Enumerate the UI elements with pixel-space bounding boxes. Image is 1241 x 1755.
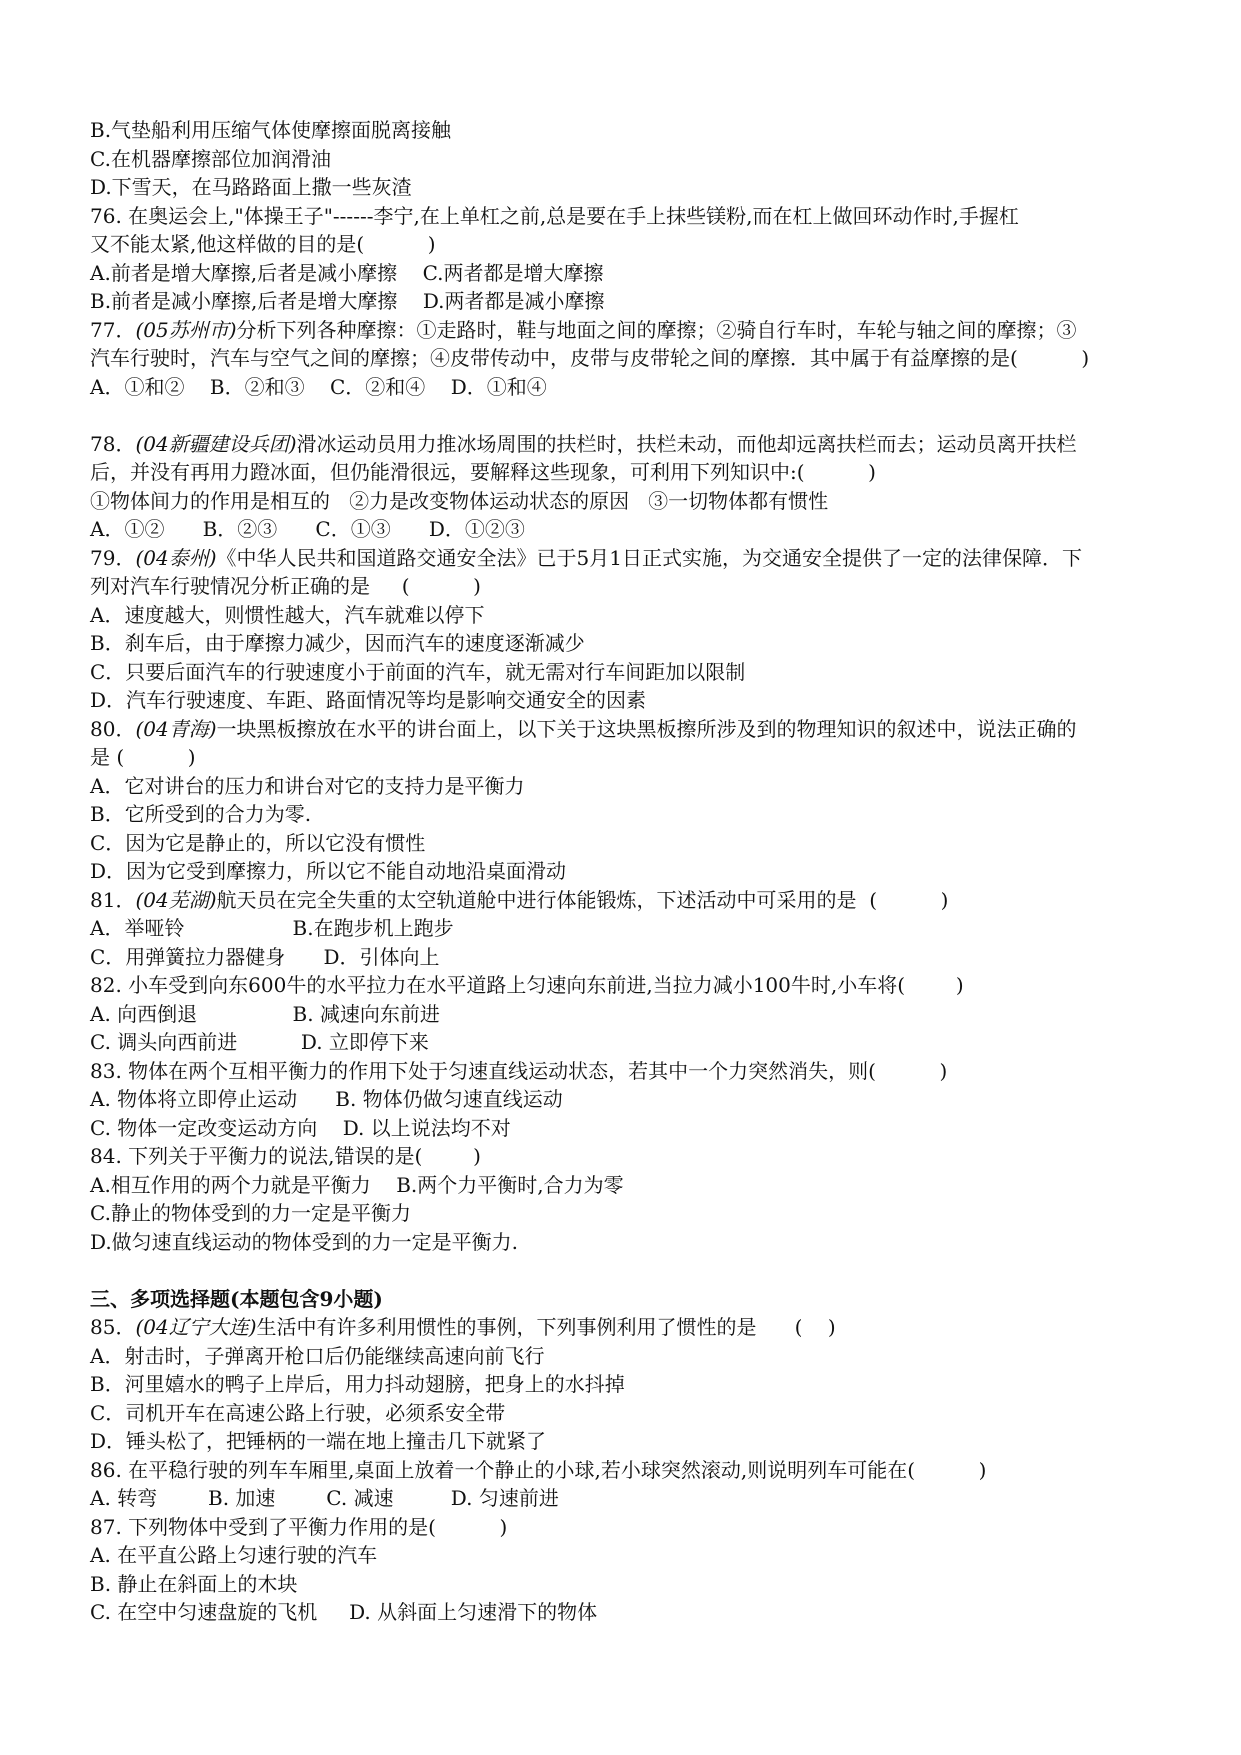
text-line xyxy=(90,1513,1185,1542)
line-text: C．只要后面汽车的行驶速度小于前面的汽车，就无需对行车间距加以限制 xyxy=(90,659,746,684)
line-text: 一块黑板擦放在水平的讲台面上，以下关于这块黑板擦所涉及到的物理知识的叙述中，说法正确的 xyxy=(216,716,1077,741)
line-text: B.气垫船利用压缩气体使摩擦面脱离接触 xyxy=(90,118,452,142)
line-text: 分析下列各种摩擦：①走路时，鞋与地面之间的摩擦；②骑自行车时，车轮与轴之间的摩擦；③ xyxy=(236,317,1077,342)
line-text: D.下雪天，在马路路面上撒一些灰渣 xyxy=(90,175,412,199)
line-text: A．举哑铃 B.在跑步机上跑步 xyxy=(90,916,454,940)
line-text: 滑冰运动员用力推冰场周围的扶栏时，扶栏未动，而他却远离扶栏而去；运动员离开扶栏 xyxy=(296,431,1077,456)
line-text: 87. 下列物体中受到了平衡力作用的是( ) xyxy=(90,1514,508,1539)
line-text: 76. 在奥运会上,"体操王子"------李宁,在上单杠之前,总是要在手上抹些镁粉,而在杠上做回环动作时,手握杠 xyxy=(90,203,1019,228)
line-text: A．①和② B．②和③ C．②和④ D．①和④ xyxy=(90,374,547,399)
text-line xyxy=(90,1342,1185,1371)
line-text: D．锤头松了，把锤柄的一端在地上撞击几下就紧了 xyxy=(90,1429,547,1453)
question-source: (04青海) xyxy=(135,716,217,741)
line-text: A.相互作用的两个力就是平衡力 B.两个力平衡时,合力为零 xyxy=(90,1172,624,1197)
line-text: B．它所受到的合力为零. xyxy=(90,802,312,826)
text-line xyxy=(90,230,1185,259)
text-line xyxy=(90,658,1185,687)
line-text: C.静止的物体受到的力一定是平衡力 xyxy=(90,1201,411,1225)
question-number: 79． xyxy=(90,545,136,570)
question-source: (04芜湖) xyxy=(135,887,217,912)
text-line xyxy=(90,344,1185,373)
line-text: 汽车行驶时，汽车与空气之间的摩擦；④皮带传动中，皮带与皮带轮之间的摩擦．其中属于有益摩擦的是( ) xyxy=(90,346,1090,370)
text-line xyxy=(90,544,1185,573)
question-number: 81． xyxy=(90,887,136,912)
text-line xyxy=(90,715,1185,744)
line-text: C．因为它是静止的，所以它没有惯性 xyxy=(90,830,426,855)
text-line xyxy=(90,1598,1185,1627)
text-line xyxy=(90,1028,1185,1057)
line-text: 航天员在完全失重的太空轨道舱中进行体能锻炼，下述活动中可采用的是 ( ) xyxy=(216,887,949,912)
text-line xyxy=(90,914,1185,943)
text-line xyxy=(90,1313,1185,1342)
line-text: D．因为它受到摩擦力，所以它不能自动地沿桌面滑动 xyxy=(90,859,567,883)
question-source: (04泰州) xyxy=(135,545,217,570)
line-text: A．它对讲台的压力和讲台对它的支持力是平衡力 xyxy=(90,773,525,798)
text-line xyxy=(90,1484,1185,1513)
line-text: 生活中有许多利用惯性的事例，下列事例利用了惯性的是 ( ) xyxy=(256,1315,836,1339)
line-text: A.前者是增大摩擦,后者是减小摩擦 C.两者都是增大摩擦 xyxy=(90,260,604,285)
question-source: (04新疆建设兵团) xyxy=(135,431,297,456)
line-text: 84. 下列关于平衡力的说法,错误的是( ) xyxy=(90,1144,481,1168)
line-text: 《中华人民共和国道路交通安全法》已于5月1日正式实施，为交通安全提供了一定的法律保障．下 xyxy=(216,545,1082,570)
section-heading xyxy=(90,1285,1185,1314)
text-line xyxy=(90,743,1185,772)
line-text: C.在机器摩擦部位加润滑油 xyxy=(90,146,331,171)
text-line xyxy=(90,1370,1185,1399)
text-line xyxy=(90,173,1185,202)
line-text: A．射击时，子弹离开枪口后仍能继续高速向前飞行 xyxy=(90,1343,545,1368)
line-text: C. 调头向西前进 D. 立即停下来 xyxy=(90,1030,429,1054)
text-line xyxy=(90,316,1185,345)
text-line xyxy=(90,1171,1185,1200)
text-line xyxy=(90,1199,1185,1228)
line-text: A. 在平直公路上匀速行驶的汽车 xyxy=(90,1543,378,1567)
line-text: 是 ( ) xyxy=(90,745,196,769)
text-line xyxy=(90,287,1185,316)
line-text: D.做匀速直线运动的物体受到的力一定是平衡力. xyxy=(90,1229,519,1254)
text-line xyxy=(90,1085,1185,1114)
text-line xyxy=(90,458,1185,487)
line-text: 后，并没有再用力蹬冰面，但仍能滑很远，要解释这些现象，可利用下列知识中:( ) xyxy=(90,460,876,484)
line-text: A．速度越大，则惯性越大，汽车就难以停下 xyxy=(90,602,485,627)
text-line xyxy=(90,515,1185,544)
text-line xyxy=(90,1228,1185,1257)
line-text: A. 向西倒退 B. 减速向东前进 xyxy=(90,1001,440,1026)
line-text: B. 静止在斜面上的木块 xyxy=(90,1571,298,1596)
line-text: A. 物体将立即停止运动 B. 物体仍做匀速直线运动 xyxy=(90,1087,563,1111)
line-text: B.前者是减小摩擦,后者是增大摩擦 D.两者都是减小摩擦 xyxy=(90,289,605,313)
text-line xyxy=(90,857,1185,886)
text-line xyxy=(90,601,1185,630)
question-source: (04辽宁大连) xyxy=(135,1315,257,1339)
text-line xyxy=(90,145,1185,174)
text-line xyxy=(90,1142,1185,1171)
text-line xyxy=(90,1000,1185,1029)
line-text: 三、多项选择题(本题包含9小题) xyxy=(90,1286,383,1311)
text-line xyxy=(90,572,1185,601)
line-text: C. 物体一定改变运动方向 D. 以上说法均不对 xyxy=(90,1115,511,1140)
blank-line xyxy=(90,1256,1185,1285)
text-line xyxy=(90,971,1185,1000)
text-line xyxy=(90,772,1185,801)
question-number: 80． xyxy=(90,716,136,741)
line-text: 82. 小车受到向东600牛的水平拉力在水平道路上匀速向东前进,当拉力减小100牛时,小车将( ) xyxy=(90,973,964,997)
line-text: 86. 在平稳行驶的列车车厢里,桌面上放着一个静止的小球,若小球突然滚动,则说明列车可能在( ) xyxy=(90,1457,987,1482)
text-line xyxy=(90,259,1185,288)
text-line xyxy=(90,886,1185,915)
text-line xyxy=(90,116,1185,145)
text-line xyxy=(90,1427,1185,1456)
line-text: 又不能太紧,他这样做的目的是( ) xyxy=(90,232,436,256)
line-text: 列对汽车行驶情况分析正确的是 ( ) xyxy=(90,574,481,598)
line-text: C．司机开车在高速公路上行驶，必须系安全带 xyxy=(90,1400,506,1425)
text-line xyxy=(90,430,1185,459)
text-line xyxy=(90,629,1185,658)
text-line xyxy=(90,1399,1185,1428)
line-text: 83. 物体在两个互相平衡力的作用下处于匀速直线运动状态，若其中一个力突然消失，则( ) xyxy=(90,1058,948,1083)
question-number: 77． xyxy=(90,317,136,342)
text-line xyxy=(90,1456,1185,1485)
line-text: A. 转弯 B. 加速 C. 减速 D. 匀速前进 xyxy=(90,1486,559,1510)
text-line xyxy=(90,1570,1185,1599)
text-line xyxy=(90,487,1185,516)
line-text: ①物体间力的作用是相互的 ②力是改变物体运动状态的原因 ③一切物体都有惯性 xyxy=(90,488,829,513)
line-text: B．河里嬉水的鸭子上岸后，用力抖动翅膀，把身上的水抖掉 xyxy=(90,1372,625,1396)
text-line xyxy=(90,800,1185,829)
blank-line xyxy=(90,401,1185,430)
question-number: 78． xyxy=(90,431,136,456)
line-text: B．刹车后，由于摩擦力减少，因而汽车的速度逐渐减少 xyxy=(90,631,585,655)
question-number: 85． xyxy=(90,1315,136,1339)
line-text: D．汽车行驶速度、车距、路面情况等均是影响交通安全的因素 xyxy=(90,688,647,712)
text-line xyxy=(90,202,1185,231)
line-text: A．①② B．②③ C．①③ D．①②③ xyxy=(90,517,525,541)
line-text: C．用弹簧拉力器健身 D．引体向上 xyxy=(90,944,440,969)
text-line xyxy=(90,1114,1185,1143)
text-line xyxy=(90,1541,1185,1570)
text-line xyxy=(90,943,1185,972)
text-line xyxy=(90,829,1185,858)
text-line xyxy=(90,373,1185,402)
text-line xyxy=(90,686,1185,715)
text-line xyxy=(90,1057,1185,1086)
document-body xyxy=(90,116,1185,1627)
question-source: (05苏州市) xyxy=(135,317,237,342)
line-text: C. 在空中匀速盘旋的飞机 D. 从斜面上匀速滑下的物体 xyxy=(90,1600,598,1624)
